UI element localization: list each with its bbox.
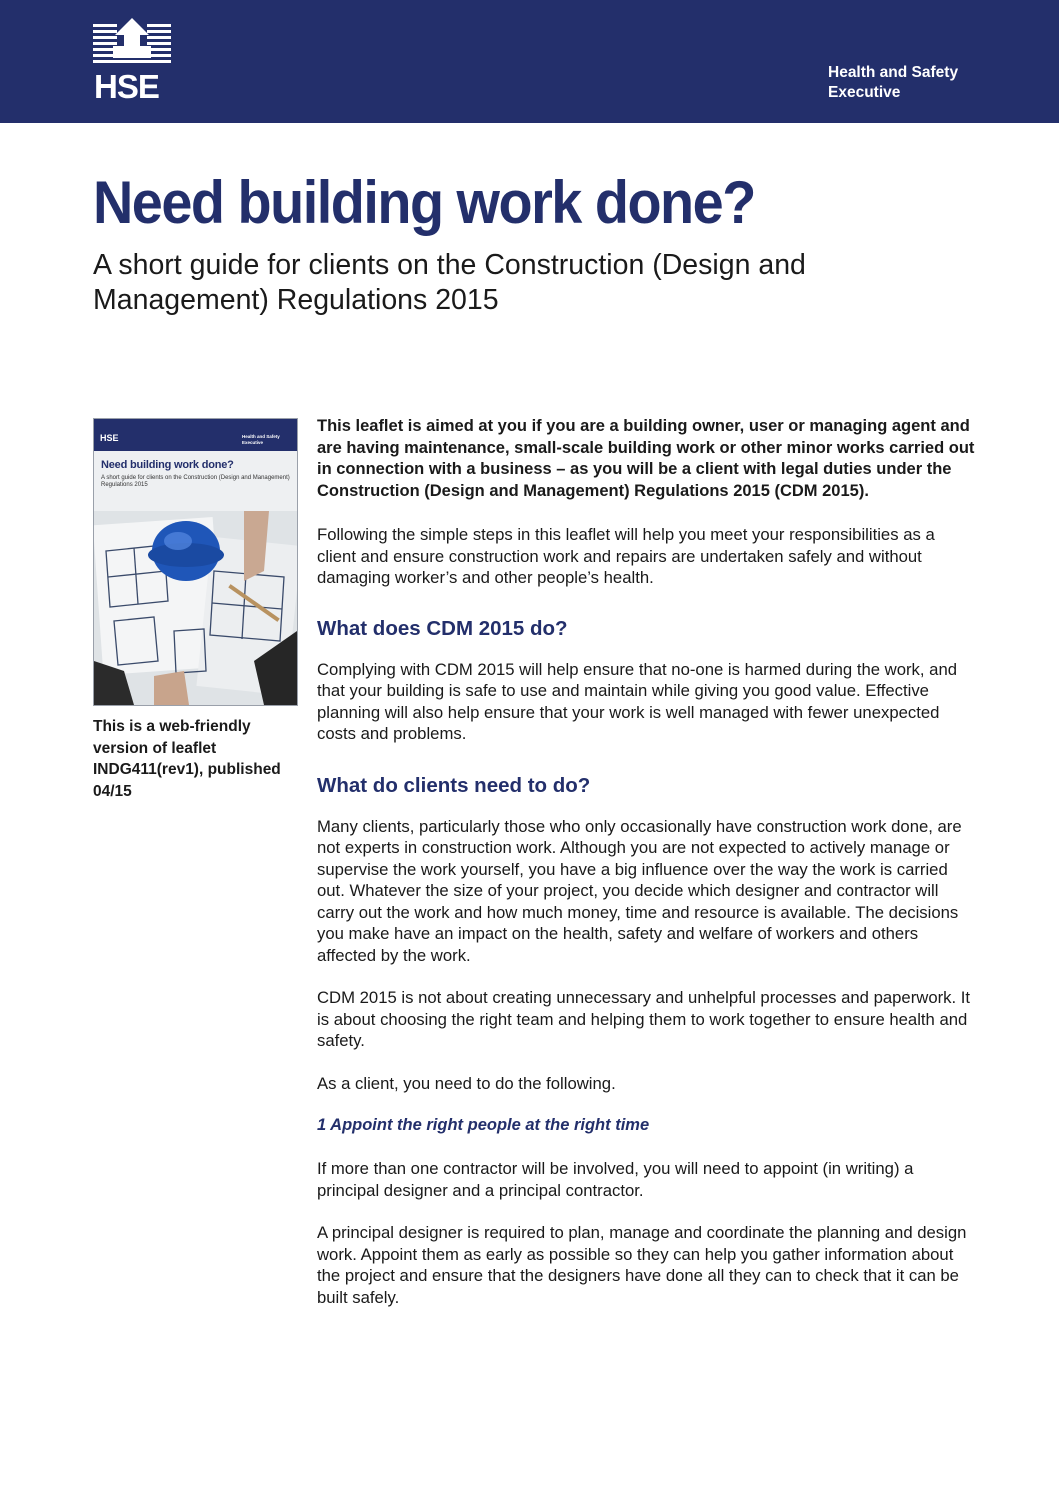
body-paragraph: As a client, you need to do the following. <box>317 1073 616 1093</box>
blueprint-photo-image <box>94 511 297 705</box>
page-subtitle: A short guide for clients on the Construction (Design and Management) Regulations 2015 <box>93 249 806 316</box>
section-heading-clients-duties: What do clients need to do? <box>317 773 591 797</box>
step-heading-appoint-people: 1 Appoint the right people at the right time <box>317 1116 650 1134</box>
hse-logo-mark-icon <box>93 18 173 102</box>
thumbnail-subtitle: A short guide for clients on the Construction (Design and Management) Regulations 2015 <box>101 475 290 488</box>
thumbnail-org-name: Health and Safety Executive <box>242 434 280 445</box>
header-banner <box>0 0 1059 123</box>
intro-paragraph: This leaflet is aimed at you if you are a building owner, user or managing agent and are having maintenance, small-scale building work or other minor works carried out in connection with a business – as you will be a client with legal duties under the Construction (Design and Management) Regulations 2015 (CDM 2015). <box>317 417 975 500</box>
thumbnail-title: Need building work done? <box>101 459 234 471</box>
body-paragraph: If more than one contractor will be involved, you will need to appoint (in writing) a principal designer and a principal contractor. <box>317 1159 914 1200</box>
page-title: Need building work done? <box>93 169 755 236</box>
main-content <box>317 416 977 1308</box>
web-version-caption: This is a web-friendly version of leaflet INDG411(rev1), published 04/15 <box>93 718 281 800</box>
hse-logo <box>93 18 173 102</box>
organisation-name: Health and Safety Executive <box>828 64 959 101</box>
body-paragraph: Many clients, particularly those who only occasionally have construction work done, are not experts in construction work. Although you are not expected to actively manage or supervise the work yourself, you have a big influence over the way the work is carried out. Whatever the size of your project, you decide which designer and contractor will carry out the work and how much money, time and resource is available. The decisions you make have an impact on the health, safety and welfare of workers and others affected by the work. <box>317 816 962 965</box>
section-heading-what-cdm-does: What does CDM 2015 do? <box>317 616 568 640</box>
body-paragraph: CDM 2015 is not about creating unnecessary and unhelpful processes and paperwork. It is about choosing the right team and helping them to work together to ensure health and safety. <box>317 988 971 1050</box>
body-paragraph: A principal designer is required to plan, manage and coordinate the planning and design work. Appoint them as early as possible so they can help you gather information about the project and ensure that the designers have done all they can to check that it can be built safely. <box>317 1223 967 1307</box>
leaflet-cover-thumbnail <box>93 418 298 706</box>
body-paragraph: Complying with CDM 2015 will help ensure that no-one is harmed during the work, and that your building is safe to use and maintain while giving you good value. Effective planning will also help ensure that your work is well managed with fewer unexpected costs and problems. <box>317 659 958 743</box>
thumbnail-header <box>94 419 297 451</box>
body-paragraph: Following the simple steps in this leaflet will help you meet your responsibilities as a client and ensure construction work and repairs are undertaken safely and without damaging worker’s and other people’s health. <box>317 525 935 587</box>
thumbnail-logo: HSE <box>100 433 119 443</box>
logo-text: HSE <box>94 68 159 102</box>
